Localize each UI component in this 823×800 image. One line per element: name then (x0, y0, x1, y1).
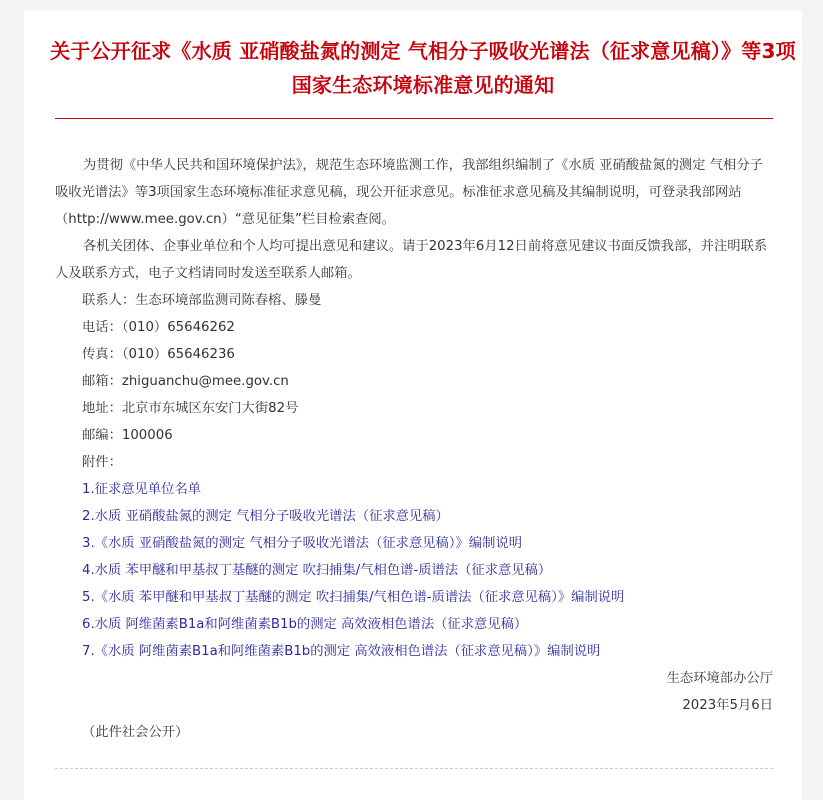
issue-date: 2023年5月6日 (682, 698, 773, 713)
intro-paragraph: 为贯彻《中华人民共和国环境保护法》，规范生态环境监测工作，我部组织编制了《水质 亚硝酸盐氮的测定 气相分子吸收光谱法》等3项国家生态环境标准征求意见稿，现公开征求意见。标准征求意见稿及其编制说明，可登录我部网站（http://www.mee.gov.cn）“意见征集”栏目检索查阅。 (55, 158, 763, 227)
article-page (24, 10, 802, 800)
attachment-link-3[interactable]: 3.《水质 亚硝酸盐氮的测定 气相分子吸收光谱法（征求意见稿）》编制说明 (82, 536, 522, 551)
article-body (55, 152, 773, 746)
contact-fax: 传真：（010）65646236 (82, 347, 235, 362)
request-paragraph: 各机关团体、企事业单位和个人均可提出意见和建议。请于2023年6月12日前将意见建议书面反馈我部，并注明联系人及联系方式，电子文档请同时发送至联系人邮箱。 (55, 239, 768, 281)
title-divider (55, 118, 773, 119)
contact-postcode: 邮编：100006 (82, 428, 173, 443)
disclosure-note: （此件社会公开） (82, 725, 189, 740)
footer-divider (55, 768, 773, 769)
issuer: 生态环境部办公厅 (666, 671, 773, 686)
attachment-link-2[interactable]: 2.水质 亚硝酸盐氮的测定 气相分子吸收光谱法（征求意见稿） (82, 509, 449, 524)
page-title: 关于公开征求《水质 亚硝酸盐氮的测定 气相分子吸收光谱法（征求意见稿）》等3项国家生态环境标准意见的通知 (50, 39, 796, 97)
attachment-link-7[interactable]: 7.《水质 阿维菌素B1a和阿维菌素B1b的测定 高效液相色谱法（征求意见稿）》编制说明 (82, 644, 601, 659)
attachment-link-1[interactable]: 1.征求意见单位名单 (82, 482, 202, 497)
contact-email: 邮箱：zhiguanchu@mee.gov.cn (82, 374, 289, 389)
attachments-label: 附件： (82, 455, 122, 470)
attachment-link-6[interactable]: 6.水质 阿维菌素B1a和阿维菌素B1b的测定 高效液相色谱法（征求意见稿） (82, 617, 528, 632)
contact-phone: 电话：（010）65646262 (82, 320, 235, 335)
contact-person: 联系人：生态环境部监测司陈春榕、滕曼 (82, 293, 322, 308)
attachment-link-4[interactable]: 4.水质 苯甲醚和甲基叔丁基醚的测定 吹扫捕集/气相色谱-质谱法（征求意见稿） (82, 563, 552, 578)
contact-address: 地址：北京市东城区东安门大街82号 (82, 401, 299, 416)
attachment-link-5[interactable]: 5.《水质 苯甲醚和甲基叔丁基醚的测定 吹扫捕集/气相色谱-质谱法（征求意见稿）》编制说明 (82, 590, 625, 605)
